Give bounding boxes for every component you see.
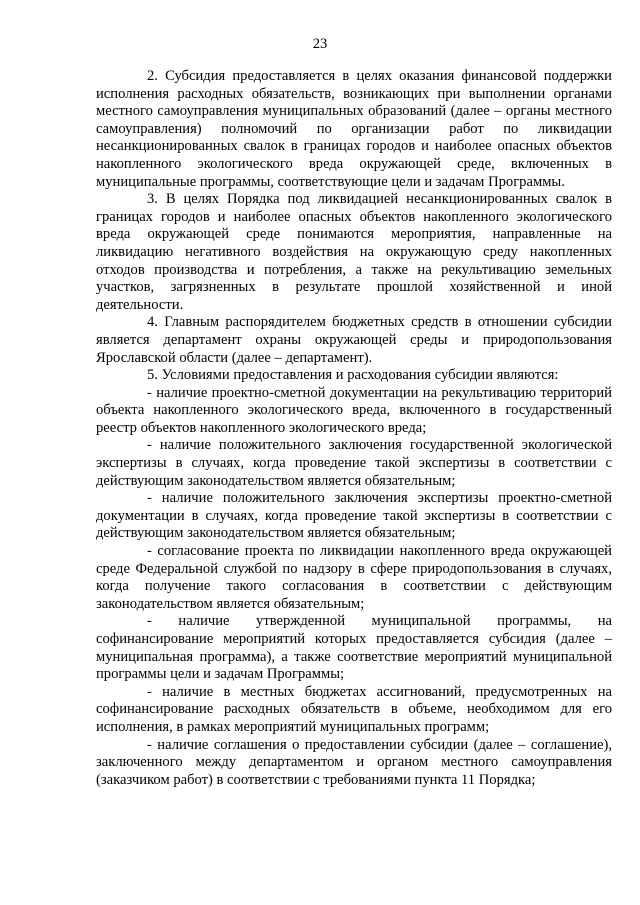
condition-item: - наличие положительного заключения экспертизы проектно-сметной документации в случаях, когда проведение такой экспертизы в соответствии с действующим законодательством является обязательным; (96, 490, 612, 542)
paragraph-4-main-manager: 4. Главным распорядителем бюджетных средств в отношении субсидии является департамент охраны окружающей среды и природопользования Ярославской области (далее – департамент). (96, 314, 612, 366)
paragraph-2-subsidy-purpose: 2. Субсидия предоставляется в целях оказания финансовой поддержки исполнения расходных обязательств, возникающих при выполнении органами местного самоуправления муниципальных образований (далее – органы местного самоуправления) полномочий по организации работ по ликвидации несанкционированных свалок в границах городов и наиболее опасных объектов накопленного экологического вреда окружающей среде, включенных в муниципальные программы, соответствующие цели и задачам Программы. (96, 68, 612, 190)
document-body (96, 68, 612, 789)
condition-item: - согласование проекта по ликвидации накопленного вреда окружающей среде Федеральной службой по надзору в сфере природопользования в случаях, когда получение такого согласования в соответствии с действующим законодательством является обязательным; (96, 543, 612, 612)
paragraph-3-definition: 3. В целях Порядка под ликвидацией несанкционированных свалок в границах городов и наиболее опасных объектов накопленного экологического вреда окружающей среде понимаются мероприятия, направленные на ликвидацию негативного воздействия на окружающую среду накопленных отходов производства и потребления, а также на рекультивацию земельных участков, загрязненных в результате прошлой хозяйственной и иной деятельности. (96, 191, 612, 313)
condition-item: - наличие положительного заключения государственной экологической экспертизы в случаях, когда проведение такой экспертизы в соответствии с действующим законодательством является обязательным; (96, 437, 612, 489)
condition-item: - наличие утвержденной муниципальной программы, на софинансирование мероприятий которых предоставляется субсидия (далее – муниципальная программа), а также соответствие мероприятий муниципальной программы цели и задачам Программы; (96, 613, 612, 683)
condition-item: - наличие соглашения о предоставлении субсидии (далее – соглашение), заключенного между департаментом и органом местного самоуправления (заказчиком работ) в соответствии с требованиями пункта 11 Порядка; (96, 736, 612, 788)
page-number: 23 (312, 36, 328, 52)
paragraph-5-conditions: 5. Условиями предоставления и расходования субсидии являются: (147, 367, 559, 384)
condition-item: - наличие в местных бюджетах ассигнований, предусмотренных на софинансирование расходных обязательств в объеме, необходимом для его исполнения, в рамках мероприятий муниципальных программ; (96, 683, 612, 735)
condition-item: - наличие проектно-сметной документации на рекультивацию территорий объекта накопленного экологического вреда, включенного в государственный реестр объектов накопленного экологического вреда; (96, 384, 612, 436)
